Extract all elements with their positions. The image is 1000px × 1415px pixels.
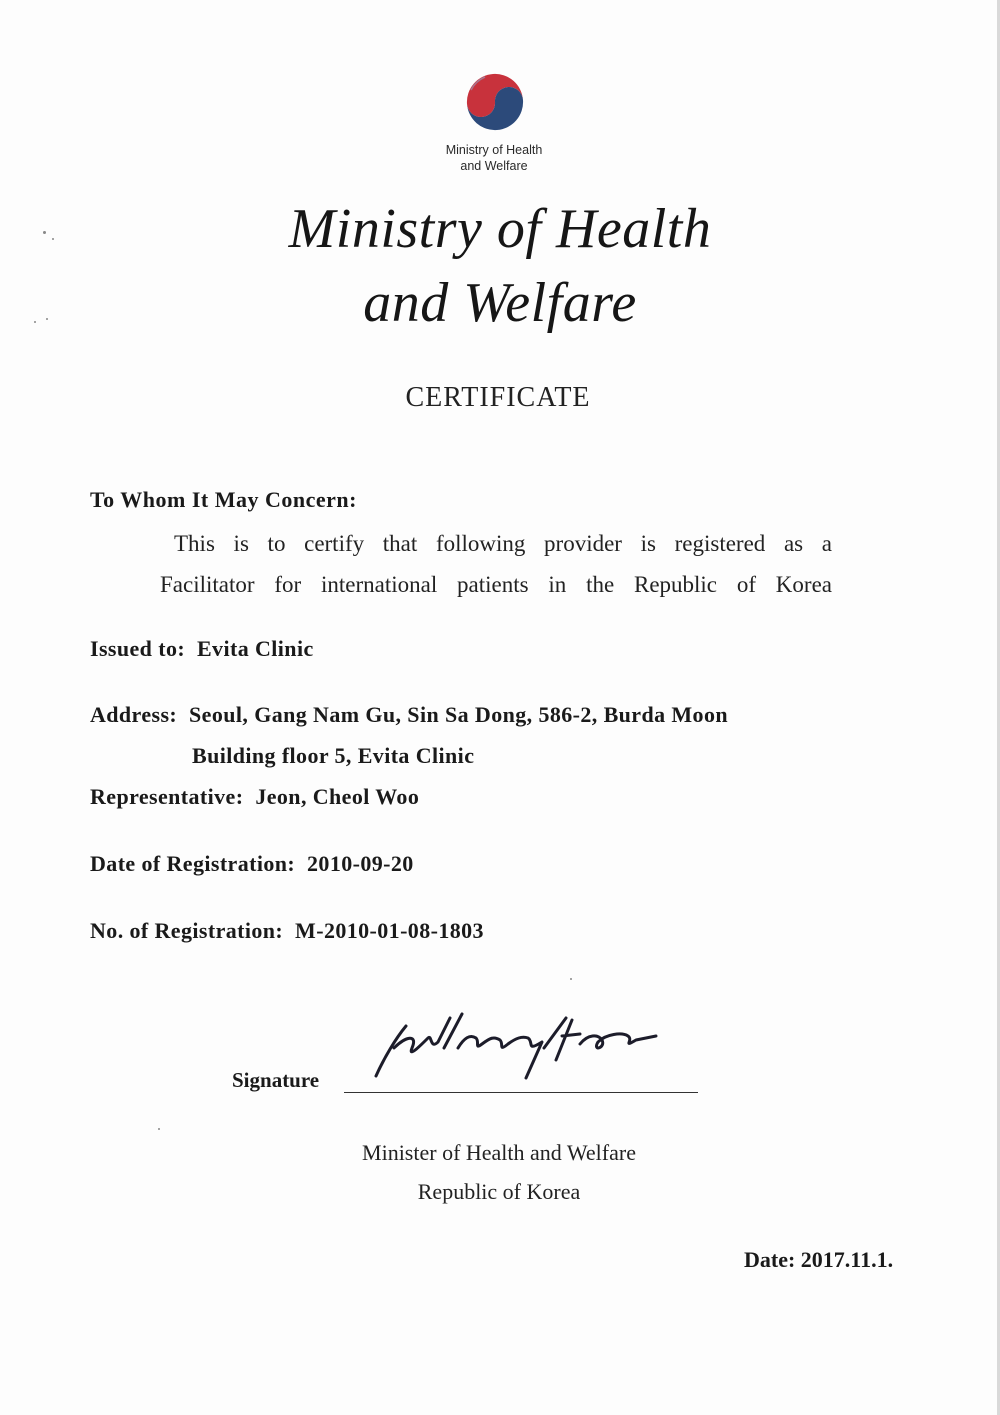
handwritten-signature (366, 1008, 666, 1088)
address-field (90, 702, 728, 728)
address-label: Address: (90, 702, 178, 727)
issued-to-field (90, 636, 314, 662)
address-line2: Building floor 5, Evita Clinic (192, 743, 475, 768)
scan-speck (34, 321, 36, 323)
representative-value: Jeon, Cheol Woo (255, 784, 420, 809)
representative-field (90, 784, 419, 810)
signature-label: Signature (232, 1068, 320, 1092)
address-line1: Seoul, Gang Nam Gu, Sin Sa Dong, 586-2, Burda Moon (189, 702, 728, 727)
registration-number-label: No. of Registration: (90, 918, 284, 943)
issue-date: Date: 2017.11.1. (744, 1247, 894, 1272)
ministry-title (0, 192, 1000, 340)
logo-caption-line1: Ministry of Health (445, 143, 543, 157)
registration-number-value: M-2010-01-08-1803 (295, 918, 484, 943)
scan-speck (570, 978, 572, 980)
registration-date-label: Date of Registration: (90, 851, 296, 876)
salutation: To Whom It May Concern: (90, 487, 357, 512)
signature-line (344, 1092, 698, 1093)
scan-speck (43, 231, 46, 234)
issuing-authority-line1: Minister of Health and Welfare (362, 1140, 636, 1165)
logo-caption (394, 142, 594, 174)
registration-number-field (90, 918, 484, 944)
document-type-heading: CERTIFICATE (405, 382, 591, 413)
representative-label: Representative: (90, 784, 244, 809)
issued-to-value: Evita Clinic (196, 636, 314, 661)
issuing-authority-line2: Republic of Korea (417, 1179, 581, 1204)
certification-statement-line1: This is to certify that following provider is registered as a (174, 531, 832, 556)
ministry-title-line1: Ministry of Health (288, 198, 712, 260)
scan-speck (52, 238, 54, 240)
taegeuk-emblem-icon (461, 70, 529, 134)
ministry-title-line2: and Welfare (363, 272, 637, 334)
issuing-authority (0, 1133, 998, 1211)
scan-speck (158, 1128, 160, 1130)
logo-caption-line2: and Welfare (460, 159, 528, 173)
registration-date-field (90, 851, 414, 877)
registration-date-value: 2010-09-20 (307, 851, 414, 876)
certification-statement-line2: Facilitator for international patients in the Republic of Korea (160, 572, 832, 597)
scan-speck (46, 318, 48, 320)
issued-to-label: Issued to: (90, 636, 186, 661)
certification-statement (160, 523, 832, 605)
